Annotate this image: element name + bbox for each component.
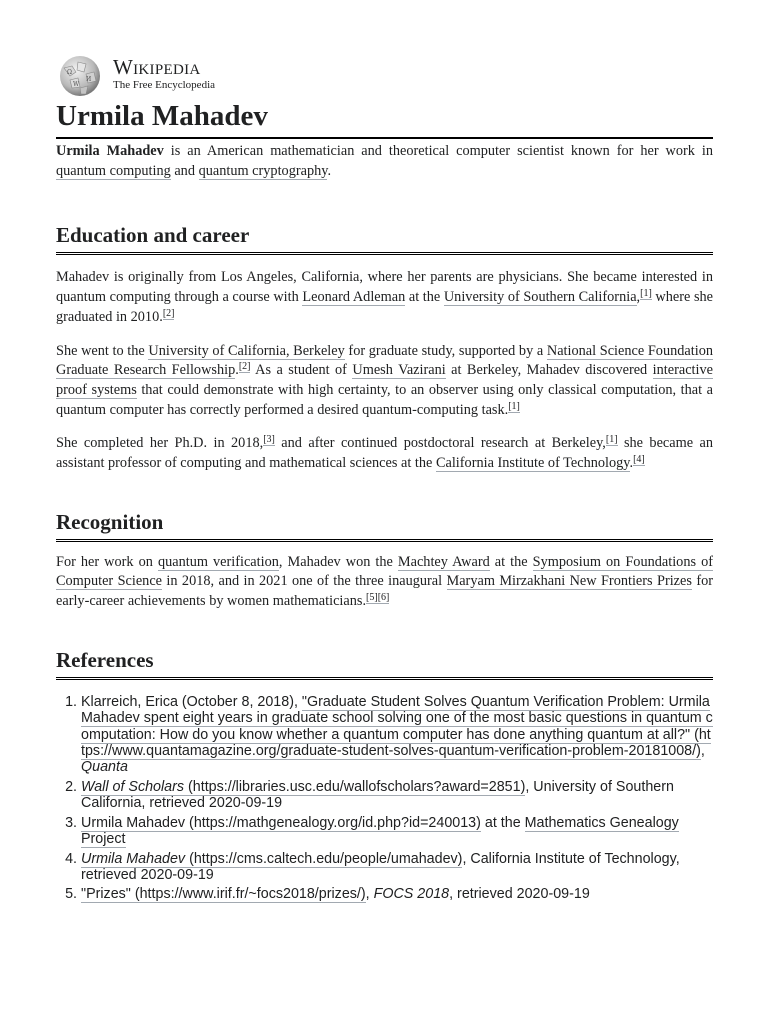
link-umesh-vazirani[interactable]: Umesh Vazirani [352, 362, 446, 379]
citation[interactable] [508, 401, 520, 413]
svg-text:W: W [73, 81, 80, 88]
text: where she graduated in 2010. [56, 289, 713, 325]
text: for graduate study, supported by a [344, 342, 547, 359]
text: Klarreich, Erica (October 8, 2018), [81, 693, 302, 710]
text: at Berkeley, Mahadev discovered [445, 362, 653, 379]
reference-link[interactable] [81, 779, 525, 796]
link-nsf-fellowship[interactable]: National Science Foundation Graduate Research Fellowship [56, 342, 713, 379]
education-paragraph-3 [56, 434, 713, 473]
wikipedia-globe-icon [56, 54, 104, 98]
text: , Mahadev won the [278, 553, 398, 570]
link-quantum-verification[interactable]: quantum verification [157, 553, 279, 570]
citation[interactable] [239, 361, 251, 373]
text: , [636, 289, 641, 306]
text: , University of Southern California, retrieved 2020-09-19 [81, 778, 674, 812]
citation-link[interactable]: [5] [366, 592, 378, 604]
citation[interactable] [633, 454, 645, 466]
wordmark [113, 56, 215, 92]
reference-item [81, 694, 713, 776]
reference-link[interactable] [81, 851, 462, 868]
text: For her work on [56, 553, 158, 570]
link-interactive-proof-systems[interactable]: interactive proof systems [56, 362, 713, 398]
link-quantum-computing[interactable]: quantum computing [56, 162, 171, 179]
text: in 2018, and in 2021 one of the three inaugural [162, 573, 447, 590]
publication: FOCS 2018 [373, 886, 450, 903]
citation[interactable] [263, 434, 275, 446]
citation-link[interactable]: [4] [633, 454, 645, 466]
url: (https://cms.caltech.edu/people/umahadev) [185, 850, 463, 867]
text: She completed her Ph.D. in 2018, [56, 435, 264, 452]
title: Urmila Mahadev [81, 850, 186, 867]
title: Wall of Scholars [81, 778, 185, 795]
link-usc[interactable]: University of Southern California [443, 289, 637, 306]
text: at the [489, 553, 533, 570]
citation-link[interactable]: [2] [162, 307, 175, 319]
text: Mahadev is originally from Los Angeles, California, where her parents are physicians. She became interested in quantum computing through a course with [56, 269, 713, 306]
url: (https://libraries.usc.edu/wallofscholars?award=2851) [184, 778, 526, 795]
heading-recognition: Recognition [56, 508, 713, 542]
citation-link[interactable]: [1] [640, 288, 652, 300]
article-content [56, 142, 713, 906]
text: , retrieved 2020-09-19 [449, 886, 590, 903]
references-list [56, 694, 713, 903]
link-machtey-award[interactable]: Machtey Award [397, 553, 490, 570]
subject-name: Urmila Mahadev [56, 143, 164, 159]
text: . [327, 162, 332, 179]
heading-education: Education and career [56, 221, 713, 255]
text: is an American mathematician and theoretical computer scientist known for her work in [163, 143, 714, 159]
reference-item [81, 815, 713, 848]
text: for early-career achievements by women mathematicians. [56, 573, 713, 610]
reference-link[interactable]: "Prizes" (https://www.irif.fr/~focs2018/prizes/) [81, 886, 366, 903]
citation-link[interactable]: [2] [238, 361, 251, 373]
link-caltech[interactable]: California Institute of Technology [435, 455, 630, 472]
svg-text:Ω: Ω [67, 69, 72, 76]
svg-text:И: И [86, 76, 92, 83]
citation-link[interactable]: [1] [605, 434, 618, 446]
publication: Quanta [81, 759, 128, 776]
education-paragraph-2 [56, 342, 713, 421]
link-math-genealogy[interactable]: Mathematics Genealogy Project [81, 814, 679, 848]
link-mirzakhani-prizes[interactable]: Maryam Mirzakhani New Frontiers Prizes [446, 573, 692, 590]
reference-link[interactable]: Urmila Mahadev (https://mathgenealogy.org/id.php?id=240013) [81, 814, 481, 831]
link-focs[interactable]: Symposium on Foundations of Computer Science [56, 553, 713, 590]
citation-link[interactable]: [1] [508, 400, 520, 412]
education-paragraph-1 [56, 268, 713, 327]
citation[interactable] [366, 592, 389, 604]
text: , [700, 743, 705, 760]
text: at the [480, 814, 525, 831]
link-uc-berkeley[interactable]: University of California, Berkeley [148, 342, 345, 359]
wordmark-title: Wikipedia [113, 55, 201, 79]
citation-link[interactable]: [6] [377, 592, 390, 604]
page-title: Urmila Mahadev [56, 96, 713, 139]
citation-link[interactable]: [3] [263, 434, 275, 446]
wordmark-tagline: The Free Encyclopedia [113, 79, 216, 91]
reference-link[interactable]: "Graduate Student Solves Quantum Verification Problem: Urmila Mahadev spent eight years in graduate school solving one of the most basic questions in quantum computation: How do you know whether a quantum computer has done anything quantum at all?" (https://www.quantamagazine.org/graduate-student-solves-quantum-verification-problem-20181008/) [81, 693, 713, 760]
reference-item [81, 779, 713, 812]
text: . [235, 362, 239, 379]
text: that could demonstrate with high certainty, to an observer using only classical computation, that a quantum computer has correctly performed a desired quantum-computing task. [56, 381, 713, 418]
recognition-paragraph [56, 553, 713, 612]
text: She went to the [56, 342, 149, 359]
text: and [170, 162, 199, 179]
link-quantum-cryptography[interactable]: quantum cryptography [198, 162, 328, 179]
text: and after continued postdoctoral research at Berkeley, [274, 435, 606, 452]
text: . [629, 455, 634, 472]
heading-references: References [56, 646, 713, 680]
citation[interactable] [163, 308, 175, 320]
reference-item [81, 886, 713, 902]
link-leonard-adleman[interactable]: Leonard Adleman [302, 289, 406, 306]
text: at the [405, 289, 444, 306]
citation[interactable] [606, 434, 618, 446]
reference-item [81, 851, 713, 884]
text: she became an assistant professor of computing and mathematical sciences at the [56, 435, 713, 472]
citation[interactable] [640, 288, 652, 300]
text: , California Institute of Technology, retrieved 2020-09-19 [81, 850, 680, 883]
text: As a student of [250, 362, 353, 379]
text: , [365, 886, 374, 903]
intro-paragraph [56, 142, 713, 181]
